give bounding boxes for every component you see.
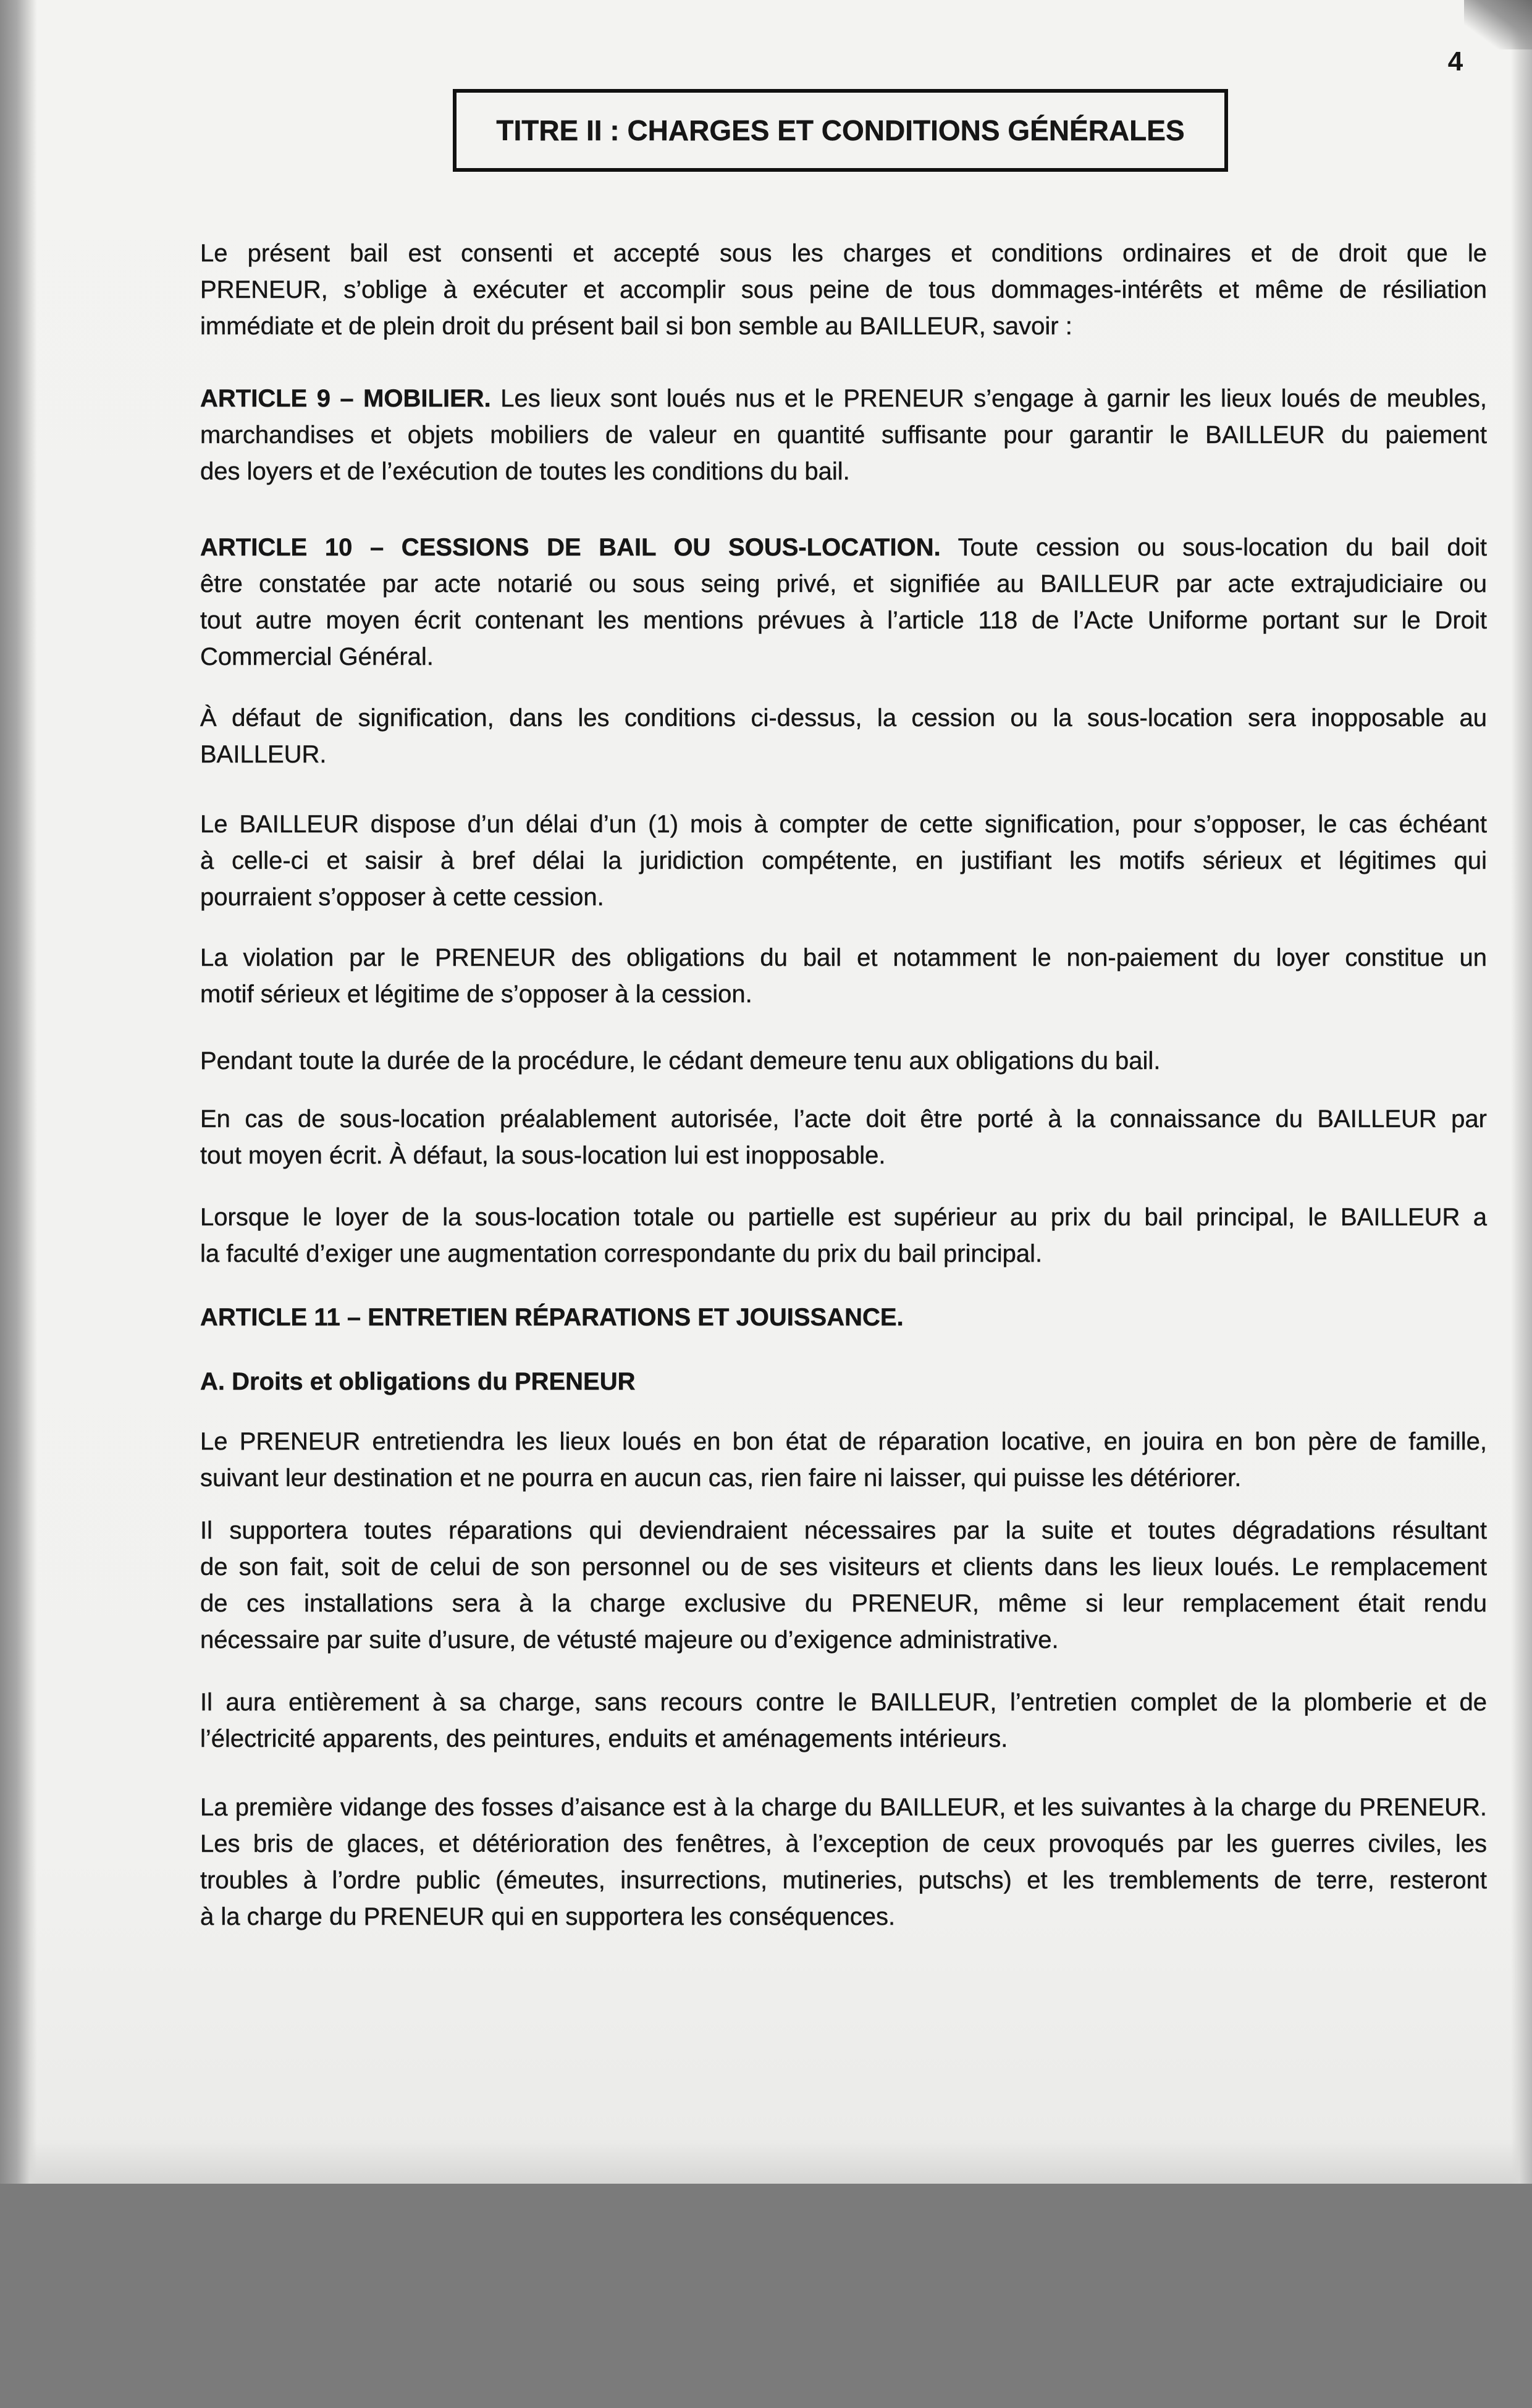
article-10-procedure-paragraph — [200, 1043, 1487, 1079]
paragraph-line: pourraient s’opposer à cette cession. — [200, 884, 604, 911]
paragraph-line: tout moyen écrit. À défaut, la sous-location lui est inopposable. — [200, 1142, 886, 1169]
article-10-heading: ARTICLE 10 – CESSIONS DE BAIL OU SOUS-LOCATION. — [200, 534, 941, 561]
article-11-heading-block — [200, 1299, 1487, 1336]
paragraph-line: à la charge du PRENEUR qui en supportera les conséquences. — [200, 1903, 896, 1930]
paragraph-line: de son fait, soit de celui de son personnel ou de ses visiteurs et clients dans les lieux loués. Le remplacement — [200, 1553, 1487, 1581]
paragraph-line: motif sérieux et légitime de s’opposer à la cession. — [200, 981, 752, 1008]
paragraph-line: La première vidange des fosses d’aisance est à la charge du BAILLEUR, et les suivantes à la charge du PRENEUR. — [200, 1794, 1487, 1821]
paragraph-line: Lorsque le loyer de la sous-location totale ou partielle est supérieur au prix du bail principal, le BAILLEUR a — [200, 1204, 1487, 1231]
paragraph-line: Le PRENEUR entretiendra les lieux loués en bon état de réparation locative, en jouira en bon père de famille, — [200, 1428, 1487, 1455]
article-10-rent-paragraph — [200, 1199, 1487, 1272]
paragraph-line: BAILLEUR. — [200, 741, 327, 768]
paragraph-line: immédiate et de plein droit du présent bail si bon semble au BAILLEUR, savoir : — [200, 313, 1072, 340]
scanner-shadow-left — [0, 0, 37, 2184]
paragraph-line: La violation par le PRENEUR des obligations du bail et notamment le non-paiement du loyer constitue un — [200, 944, 1487, 971]
article-10-opposition-paragraph — [200, 806, 1487, 916]
section-a-septic-paragraph — [200, 1789, 1487, 1935]
paragraph-line: Le présent bail est consenti et accepté sous les charges et conditions ordinaires et de droit que le — [200, 240, 1487, 267]
paragraph-line: Il supportera toutes réparations qui deviendraient nécessaires par la suite et toutes dégradations résultant — [200, 1517, 1487, 1544]
paragraph-line: des loyers et de l’exécution de toutes les conditions du bail. — [200, 458, 850, 485]
paragraph-line: tout autre moyen écrit contenant les mentions prévues à l’article 118 de l’Acte Uniforme portant sur le Droit — [200, 607, 1487, 634]
paragraph-line: l’électricité apparents, des peintures, enduits et aménagements intérieurs. — [200, 1725, 1008, 1752]
article-11-heading: ARTICLE 11 – ENTRETIEN RÉPARATIONS ET JOUISSANCE. — [200, 1304, 904, 1331]
paragraph-line: à celle-ci et saisir à bref délai la juridiction compétente, en justifiant les motifs sérieux et légitimes qui — [200, 847, 1487, 874]
line-text: Les lieux sont loués nus et le PRENEUR s’engage à garnir les lieux loués de meubles, — [500, 385, 1487, 412]
intro-paragraph — [200, 235, 1487, 345]
paragraph-line: être constatée par acte notarié ou sous seing privé, et signifiée au BAILLEUR par acte extrajudiciaire ou — [200, 570, 1487, 598]
scanner-shadow-right — [1511, 0, 1532, 2184]
paragraph-line: marchandises et objets mobiliers de valeur en quantité suffisante pour garantir le BAILLEUR du paiement — [200, 421, 1487, 449]
paragraph-line: En cas de sous-location préalablement autorisée, l’acte doit être porté à la connaissance du BAILLEUR par — [200, 1105, 1487, 1133]
scanner-shadow-corner — [1464, 0, 1532, 49]
section-a-utilities-paragraph — [200, 1684, 1487, 1757]
paragraph-line: la faculté d’exiger une augmentation correspondante du prix du bail principal. — [200, 1240, 1043, 1267]
article-10-sublet-paragraph — [200, 1101, 1487, 1174]
paragraph-line — [200, 381, 1487, 417]
paragraph-line: Commercial Général. — [200, 643, 434, 670]
paragraph-line: suivant leur destination et ne pourra en aucun cas, rien faire ni laisser, qui puisse les détériorer. — [200, 1464, 1242, 1492]
paragraph-line: Les bris de glaces, et détérioration des fenêtres, à l’exception de ceux provoqués par les guerres civiles, les — [200, 1830, 1487, 1857]
paragraph-line: À défaut de signification, dans les conditions ci-dessus, la cession ou la sous-location sera inopposable au — [200, 704, 1487, 732]
article-10-violation-paragraph — [200, 940, 1487, 1013]
article-10-paragraph — [200, 530, 1487, 675]
paragraph-line: Il aura entièrement à sa charge, sans recours contre le BAILLEUR, l’entretien complet de la plomberie et de — [200, 1689, 1487, 1716]
paragraph-line: Pendant toute la durée de la procédure, le cédant demeure tenu aux obligations du bail. — [200, 1047, 1161, 1075]
paragraph-line — [200, 530, 1487, 566]
section-a-maintenance-paragraph — [200, 1424, 1487, 1497]
paragraph-line: nécessaire par suite d’usure, de vétusté majeure ou d’exigence administrative. — [200, 1626, 1059, 1654]
article-9-paragraph — [200, 381, 1487, 490]
paragraph-line: PRENEUR, s’oblige à exécuter et accomplir sous peine de tous dommages-intérêts et même de résiliation — [200, 276, 1487, 303]
article-10-notification-paragraph — [200, 700, 1487, 773]
paragraph-line: Le BAILLEUR dispose d’un délai d’un (1) mois à compter de cette signification, pour s’opposer, le cas échéant — [200, 811, 1487, 838]
article-9-heading: ARTICLE 9 – MOBILIER. — [200, 385, 491, 412]
title-box — [453, 89, 1228, 172]
page-number: 4 — [1447, 46, 1463, 77]
line-text: Toute cession ou sous-location du bail doit — [958, 534, 1487, 561]
section-a-repairs-paragraph — [200, 1513, 1487, 1658]
paragraph-line: troubles à l’ordre public (émeutes, insurrections, mutineries, putschs) et les tremblements de terre, resteront — [200, 1867, 1487, 1894]
page-title: TITRE II : CHARGES ET CONDITIONS GÉNÉRALES — [496, 114, 1185, 146]
paragraph-line: de ces installations sera à la charge exclusive du PRENEUR, même si leur remplacement était rendu — [200, 1590, 1487, 1617]
section-a-heading: A. Droits et obligations du PRENEUR — [200, 1368, 636, 1395]
section-a-heading-block — [200, 1364, 1487, 1400]
